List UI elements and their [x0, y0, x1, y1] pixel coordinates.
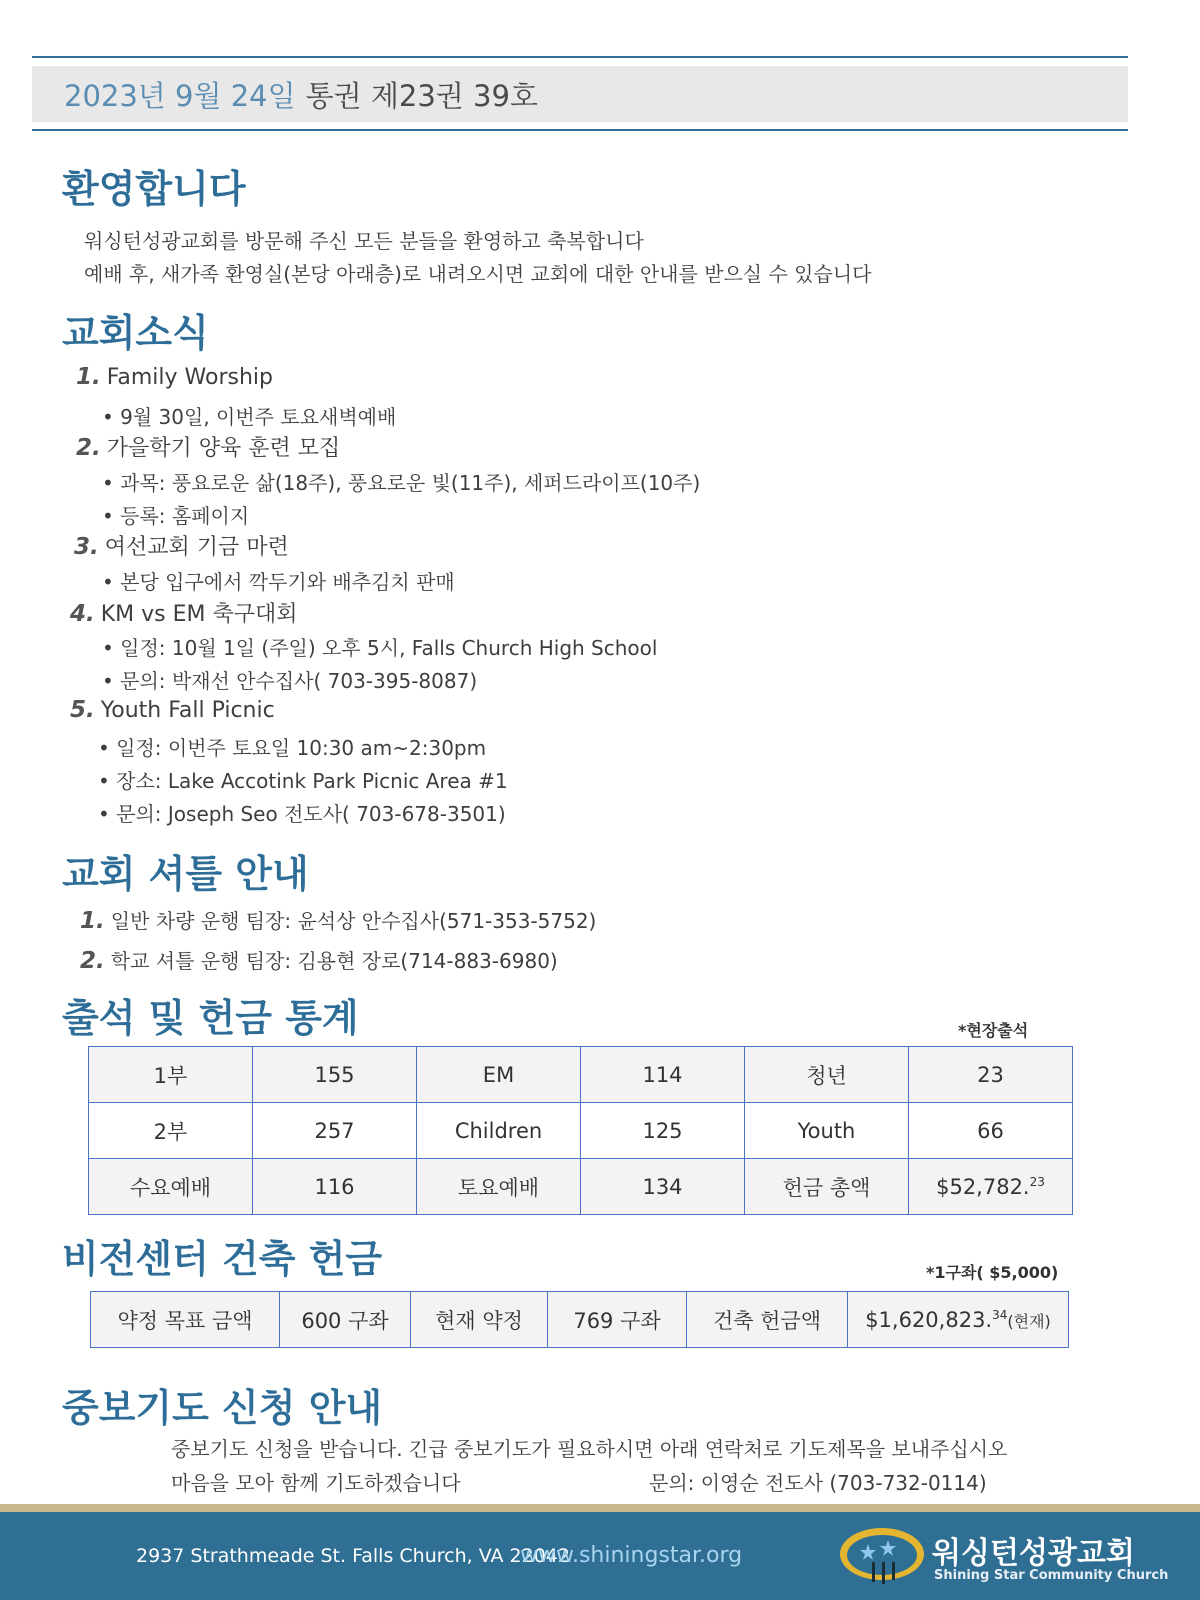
- table-cell: 청년: [745, 1047, 909, 1103]
- news-item-title: 여선교회 기금 마련: [104, 535, 289, 560]
- news-item-5-detail-3: • 문의: Joseph Seo 전도사( 703-678-3501): [98, 802, 506, 826]
- news-item-4: [70, 597, 298, 628]
- news-item-title: Youth Fall Picnic: [100, 698, 275, 723]
- table-row: [91, 1292, 1069, 1348]
- shuttle-item-text: 학교 셔틀 운행 팀장: 김용현 장로(714-883-6980): [110, 949, 558, 973]
- table-row: [89, 1159, 1073, 1215]
- news-item-number: 1.: [76, 364, 101, 390]
- prayer-contact: 문의: 이영순 전도사 (703-732-0114): [649, 1471, 987, 1495]
- welcome-line-2: 예배 후, 새가족 환영실(본당 아래층)로 내려오시면 교회에 대한 안내를 받으실 수 있습니다: [84, 262, 872, 286]
- welcome-line-1: 워싱턴성광교회를 방문해 주신 모든 분들을 환영하고 축복합니다: [84, 229, 644, 253]
- news-item-3: [74, 530, 289, 561]
- shuttle-item-number: 2.: [80, 948, 105, 974]
- table-cell: 155: [253, 1047, 417, 1103]
- news-item-3-detail-1: • 본당 입구에서 깍두기와 배추김치 판매: [102, 570, 455, 594]
- prayer-line-1: 중보기도 신청을 받습니다. 긴급 중보기도가 필요하시면 아래 연락처로 기도제목을 보내주십시오: [171, 1437, 1008, 1461]
- table-cell: 769 구좌: [548, 1292, 687, 1348]
- attendance-heading: 출석 및 헌금 통계: [62, 996, 359, 1040]
- news-item-title: 가을학기 양육 훈련 모집: [106, 436, 341, 461]
- church-name-english: Shining Star Community Church: [934, 1568, 1169, 1583]
- welcome-heading: 환영합니다: [62, 167, 246, 211]
- church-address: 2937 Strathmeade St. Falls Church, VA 22042: [136, 1545, 570, 1567]
- news-item-4-detail-2: • 문의: 박재선 안수집사( 703-395-8087): [102, 669, 478, 693]
- prayer-heading: 중보기도 신청 안내: [62, 1386, 383, 1430]
- building-amount-cents: 34: [992, 1307, 1008, 1322]
- building-amount-suffix: (현재): [1007, 1311, 1051, 1331]
- news-heading: 교회소식: [62, 311, 209, 355]
- news-item-number: 3.: [74, 534, 99, 560]
- prayer-line-2: 마음을 모아 함께 기도하겠습니다: [171, 1471, 461, 1495]
- offering-cents: 23: [1029, 1174, 1045, 1189]
- table-cell: 257: [253, 1103, 417, 1159]
- table-cell: 23: [909, 1047, 1073, 1103]
- shuttle-item-number: 1.: [80, 908, 105, 934]
- table-cell: 116: [253, 1159, 417, 1215]
- news-item-5-detail-1: • 일정: 이번주 토요일 10:30 am~2:30pm: [98, 736, 487, 760]
- news-item-1: [76, 364, 273, 390]
- table-cell: 약정 목표 금액: [91, 1292, 280, 1348]
- table-cell: 건축 헌금액: [687, 1292, 848, 1348]
- table-cell: 66: [909, 1103, 1073, 1159]
- church-name-korean: 워싱턴성광교회: [932, 1536, 1135, 1571]
- news-item-2-detail-1: • 과목: 풍요로운 삶(18주), 풍요로운 빛(11주), 세퍼드라이프(10주): [102, 471, 701, 495]
- shuttle-item-text: 일반 차량 운행 팀장: 윤석상 안수집사(571-353-5752): [110, 909, 597, 933]
- bulletin-date: 2023년 9월 24일: [64, 78, 296, 113]
- news-item-5: [70, 697, 275, 723]
- news-item-4-detail-1: • 일정: 10월 1일 (주일) 오후 5시, Falls Church High School: [102, 636, 658, 660]
- table-cell: Children: [417, 1103, 581, 1159]
- news-item-2-detail-2: • 등록: 홈페이지: [102, 504, 250, 528]
- table-cell: 134: [581, 1159, 745, 1215]
- website-link[interactable]: www.shiningstar.org: [520, 1543, 743, 1568]
- footer-accent-line: [0, 1504, 1200, 1512]
- table-cell: 헌금 총액: [745, 1159, 909, 1215]
- table-cell: 1부: [89, 1047, 253, 1103]
- table-cell: 600 구좌: [280, 1292, 411, 1348]
- offering-total: $52,782.: [936, 1174, 1030, 1199]
- attendance-note: *현장출석: [958, 1021, 1029, 1040]
- attendance-table: [88, 1046, 1073, 1215]
- news-item-number: 4.: [70, 601, 95, 627]
- building-heading: 비전센터 건축 헌금: [62, 1237, 383, 1281]
- table-cell: 125: [581, 1103, 745, 1159]
- date-bar: [32, 66, 1128, 122]
- shuttle-item-2: [80, 945, 558, 974]
- shuttle-item-1: [80, 905, 596, 934]
- table-row: [89, 1103, 1073, 1159]
- shuttle-heading: 교회 셔틀 안내: [62, 852, 309, 896]
- table-cell: EM: [417, 1047, 581, 1103]
- footer: [0, 1512, 1200, 1600]
- table-cell: 2부: [89, 1103, 253, 1159]
- news-item-5-detail-2: • 장소: Lake Accotink Park Picnic Area #1: [98, 769, 508, 793]
- offering-total-cell: [909, 1159, 1073, 1215]
- header-bottom-rule: [32, 129, 1128, 131]
- news-item-2: [76, 431, 340, 462]
- table-cell: Youth: [745, 1103, 909, 1159]
- news-item-title: KM vs EM 축구대회: [100, 602, 298, 627]
- news-item-number: 5.: [70, 697, 95, 723]
- building-table: [90, 1291, 1069, 1348]
- table-cell: 114: [581, 1047, 745, 1103]
- building-amount: $1,620,823.: [865, 1307, 993, 1332]
- church-logo-icon: [838, 1526, 926, 1586]
- issue-number: 통권 제23권 39호: [305, 78, 538, 113]
- table-cell: 현재 약정: [411, 1292, 548, 1348]
- news-item-number: 2.: [76, 435, 101, 461]
- news-item-title: Family Worship: [106, 365, 273, 390]
- building-note: *1구좌( $5,000): [926, 1263, 1059, 1282]
- table-cell: 토요예배: [417, 1159, 581, 1215]
- building-amount-cell: [848, 1292, 1069, 1348]
- top-rule: [32, 56, 1128, 58]
- news-item-1-detail-1: • 9월 30일, 이번주 토요새벽예배: [102, 405, 397, 429]
- table-cell: 수요예배: [89, 1159, 253, 1215]
- table-row: [89, 1047, 1073, 1103]
